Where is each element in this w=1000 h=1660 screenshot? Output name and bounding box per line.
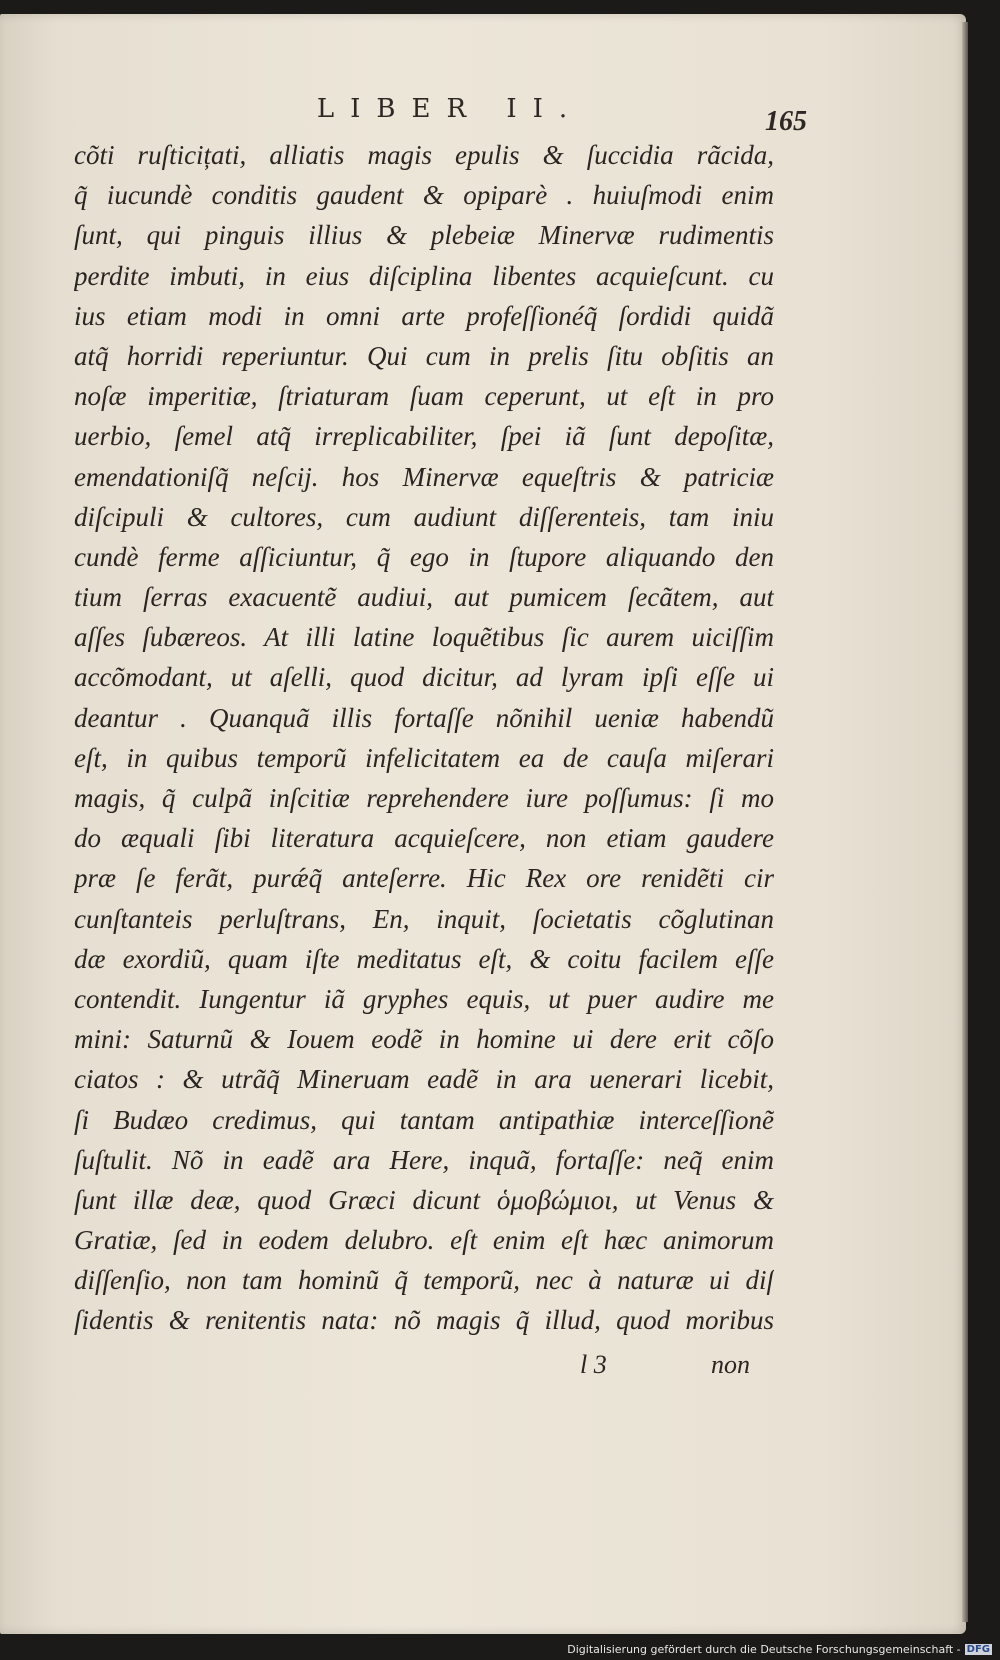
catchword-line	[580, 1350, 750, 1380]
text-line: præ ſe ferãt, purǽq̃ anteſerre. Hic Rex ore renidẽti cir	[74, 863, 774, 894]
text-line: deantur . Quanquã illis fortaſſe nõnihil ueniæ habendũ	[74, 702, 774, 733]
text-line: ſunt illæ deæ, quod Græci dicunt ὁμοβώμιοι, ut Venus &	[74, 1184, 774, 1215]
dfg-logo: DFG	[966, 1644, 990, 1655]
signature-mark: l 3	[580, 1350, 607, 1379]
text-line: Gratiæ, ſed in eodem delubro. eſt enim eſt hæc animorum	[74, 1225, 774, 1256]
text-line: mini: Saturnũ & Iouem eodẽ in homine ui dere erit cõſo	[74, 1024, 774, 1055]
text-line: cunſtanteis perluſtrans, En, inquit, ſocietatis cõglutinan	[74, 903, 774, 934]
text-line: cõti ruſticițati, alliatis magis epulis & ſuccidia rãcida,	[74, 140, 774, 170]
text-line: eſt, in quibus temporũ infelicitatem ea de cauſa miſerari	[74, 742, 774, 773]
text-line: ſidentis & renitentis nata: nõ magis q̃ illud, quod moribus	[74, 1305, 774, 1336]
text-line: atq̃ horridi reperiuntur. Qui cum in prelis ſitu obſitis an	[74, 340, 774, 371]
text-line: ius etiam modi in omni arte profeſſionéq̃ ſordidi quidã	[74, 300, 774, 331]
page-number: 165	[765, 106, 807, 137]
text-line: tium ſerras exacuentẽ audiui, aut pumicem ſecãtem, aut	[74, 582, 774, 613]
catchword: non	[711, 1350, 750, 1379]
text-line: diſcipuli & cultores, cum audiunt diſſerenteis, tam iniu	[74, 501, 774, 532]
text-line: magis, q̃ culpã inſcitiæ reprehendere iure poſſumus: ſi mo	[74, 783, 774, 813]
text-line: ſunt, qui pinguis illius & plebeiæ Minervæ rudimentis	[74, 220, 774, 251]
text-line: perdite imbuti, in eius diſciplina libentes acquieſcunt. cu	[74, 260, 774, 291]
text-line: do æquali ſibi literatura acquieſcere, non etiam gaudere	[74, 823, 774, 854]
text-line: ciatos : & utrãq̃ Mineruam eadẽ in ara uenerari licebit,	[74, 1064, 774, 1095]
text-line: aſſes ſubæreos. At illi latine loquẽtibus ſic aurem uiciſſim	[74, 622, 774, 653]
body-text	[74, 135, 774, 1341]
text-line: accõmodant, ut aſelli, quod dicitur, ad lyram ipſi eſſe ui	[74, 662, 774, 693]
text-line: emendationiſq̃ neſcij. hos Minervæ equeſtris & patriciæ	[74, 461, 774, 492]
page-edge	[962, 22, 968, 1622]
text-line: dæ exordiũ, quam iſte meditatus eſt, & coitu facilem eſſe	[74, 943, 774, 974]
text-line: contendit. Iungentur iã gryphes equis, ut puer audire me	[74, 983, 774, 1014]
running-header: LIBER II.	[316, 94, 584, 124]
text-line: uerbio, ſemel atq̃ irreplicabiliter, ſpei iã ſunt depoſitæ,	[74, 421, 774, 452]
text-line: cundè ferme aſſiciuntur, q̃ ego in ſtupore aliquando den	[74, 541, 774, 572]
text-line: ſuſtulit. Nõ in eadẽ ara Here, inquã, fortaſſe: neq̃ enim	[74, 1144, 774, 1175]
text-line: diſſenſio, non tam hominũ q̃ temporũ, nec à naturæ ui diſ	[74, 1265, 774, 1296]
credit-text: Digitalisierung gefördert durch die Deutsche Forschungsgemeinschaft -	[567, 1643, 961, 1656]
digitization-credit	[567, 1643, 992, 1656]
text-line: noſæ imperitiæ, ſtriaturam ſuam ceperunt, ut eſt in pro	[74, 381, 774, 412]
text-line: q̃ iucundè conditis gaudent & opiparè . huiuſmodi enim	[74, 180, 774, 211]
text-line: ſi Budæo credimus, qui tantam antipathiæ interceſſionẽ	[74, 1104, 774, 1135]
